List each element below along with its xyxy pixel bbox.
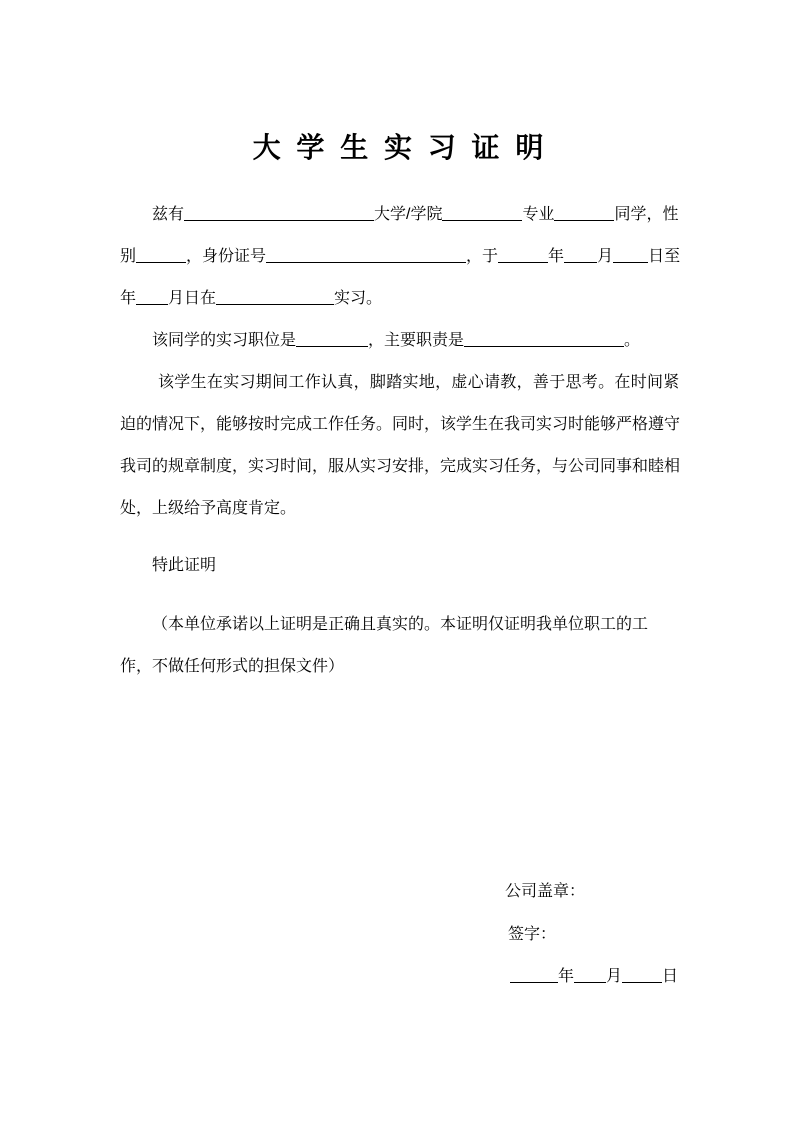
position-text: 。 [624,332,641,349]
gender-blank [136,262,186,263]
position-text: ，主要职责是 [368,332,465,349]
student-name-blank [184,220,374,221]
evaluation-line-4: 处，上级给予高度肯定。 [120,500,297,517]
intro-text: 大学/学院 [374,206,443,223]
college-blank [442,220,522,221]
intro-text: 月 [597,248,614,265]
position-line [152,329,640,353]
intro-text: 兹有 [152,206,185,223]
intro-line-2 [120,245,680,269]
intro-text: 专业 [522,206,555,223]
date-text: 月 [606,968,623,985]
evaluation-line-1: 该学生在实习期间工作认真，脚踏实地，虚心请教，善于思考。在时间紧 [158,374,680,391]
company-blank [216,304,334,305]
sign-month-blank [574,982,606,983]
start-year-blank [498,262,548,263]
intro-text: 实习。 [334,290,383,307]
disclaimer-line-1: （本单位承诺以上证明是正确且真实的。本证明仅证明我单位职工的工 [152,616,649,633]
intro-text: 同学，性 [614,206,679,223]
signature-date-line [510,965,678,989]
sign-day-blank [622,982,662,983]
intro-line-1 [152,203,679,227]
intro-line-3 [120,287,382,311]
signature-label: 签字： [508,926,557,943]
disclaimer-line-2: 作，不做任何形式的担保文件） [120,658,345,675]
end-date-blank [136,304,168,305]
intro-text: 月日在 [168,290,217,307]
major-blank [554,220,614,221]
start-month-blank [564,262,597,263]
duties-blank [464,346,624,347]
id-number-blank [266,262,466,263]
intro-text: 日至 [648,248,681,265]
date-text: 年 [558,968,575,985]
document-title: 大 学 生 实 习 证 明 [252,132,548,163]
evaluation-line-3: 我司的规章制度，实习时间，服从实习安排，完成实习任务，与公司同事和睦相 [120,458,681,475]
closing-text: 特此证明 [152,557,217,574]
intro-text: 别 [120,248,137,265]
company-seal-label: 公司盖章： [505,883,586,900]
sign-year-blank [510,982,558,983]
intro-text: 年 [548,248,565,265]
intro-text: ，身份证号 [186,248,267,265]
date-text: 日 [662,968,679,985]
start-day-blank [613,262,648,263]
position-text: 该同学的实习职位是 [152,332,297,349]
evaluation-line-2: 迫的情况下，能够按时完成工作任务。同时，该学生在我司实习时能够严格遵守 [120,416,681,433]
position-blank [296,346,368,347]
intro-text: 年 [120,290,137,307]
intro-text: ，于 [466,248,499,265]
